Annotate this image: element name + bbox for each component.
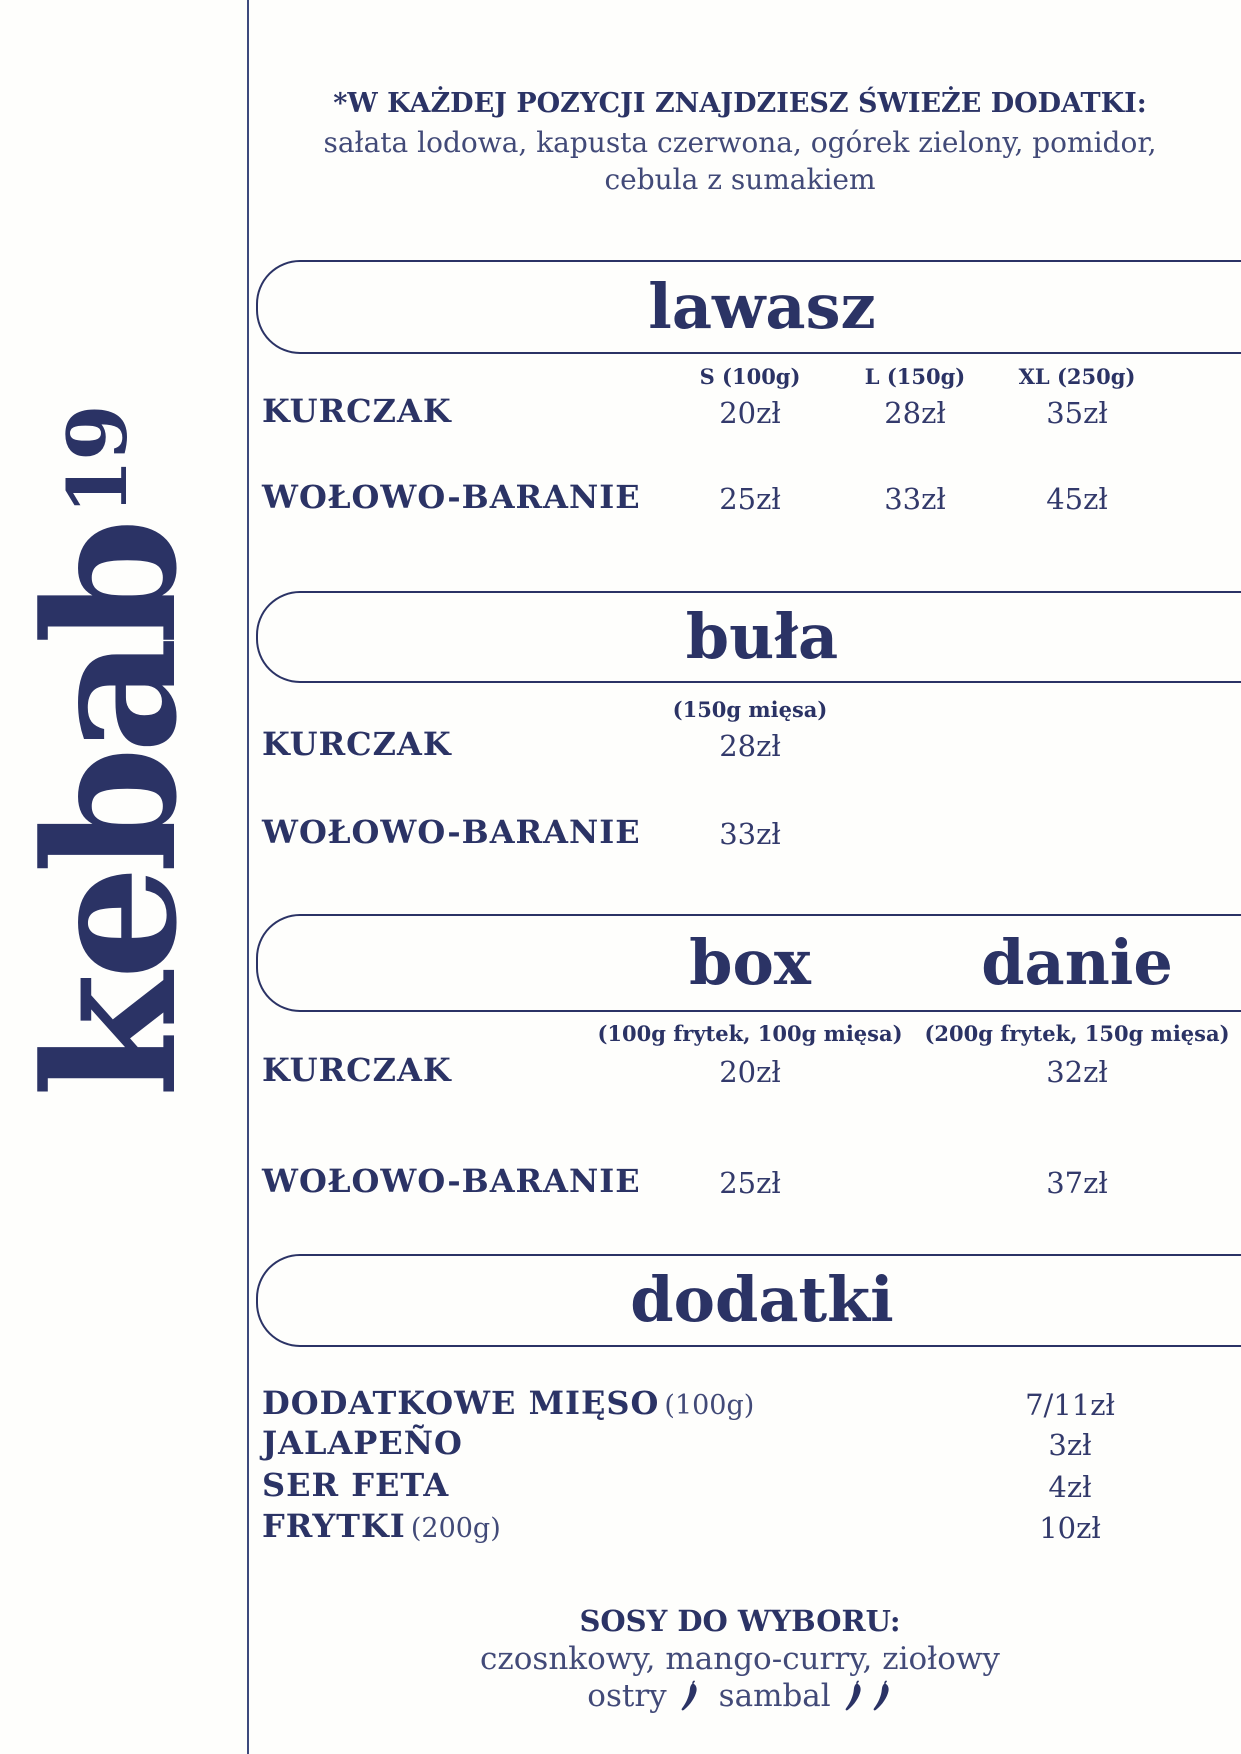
chili-pepper-icon: [841, 1680, 865, 1712]
boxdanie-row-label: WOŁOWO-BARANIE: [262, 1162, 641, 1200]
sosy-sambal-label: sambal: [718, 1678, 831, 1714]
dodatki-item: [262, 1466, 449, 1504]
lawasz-col-xl: XL (250g): [1018, 364, 1136, 389]
boxdanie-price: 32zł: [1046, 1055, 1108, 1089]
dodatki-item-price: 4zł: [1048, 1470, 1092, 1504]
sosy-ostry-label: ostry: [587, 1678, 667, 1714]
chili-pepper-icon: [869, 1680, 893, 1712]
box-portion: (100g frytek, 100g mięsa): [597, 1021, 903, 1046]
boxdanie-price: 37zł: [1046, 1166, 1108, 1200]
dodatki-item-label: JALAPEÑO: [262, 1424, 463, 1462]
dodatki-item: [262, 1424, 463, 1462]
brand-word: kebab: [6, 525, 217, 1098]
lawasz-price: 28zł: [884, 396, 946, 430]
brand-number: 19: [51, 406, 146, 516]
bula-row-label: WOŁOWO-BARANIE: [262, 813, 641, 851]
lawasz-row-label: WOŁOWO-BARANIE: [262, 478, 641, 516]
bula-portion: (150g mięsa): [672, 697, 828, 722]
section-title-bula: buła: [685, 600, 839, 673]
dodatki-item: [262, 1384, 754, 1422]
dodatki-item-label: SER FETA: [262, 1466, 450, 1504]
dodatki-item-price: 7/11zł: [1025, 1388, 1115, 1422]
section-title-danie: danie: [981, 926, 1173, 999]
note-title: *W KAŻDEJ POZYCJI ZNAJDZIESZ ŚWIEŻE DODATKI:: [333, 88, 1147, 119]
dodatki-item-price: 10zł: [1039, 1511, 1101, 1545]
sosy-line: czosnkowy, mango-curry, ziołowy: [480, 1641, 1000, 1677]
dodatki-item: [262, 1507, 501, 1545]
dodatki-item-label: FRYTKI: [262, 1507, 406, 1545]
lawasz-row-label: KURCZAK: [262, 392, 452, 430]
section-title-dodatki: dodatki: [630, 1263, 894, 1336]
brand-logo: [6, 406, 217, 1098]
section-title-box: box: [689, 926, 811, 999]
lawasz-price: 33zł: [884, 482, 946, 516]
lawasz-price: 20zł: [719, 396, 781, 430]
bula-price: 33zł: [719, 817, 781, 851]
lawasz-col-s: S (100g): [699, 364, 801, 389]
boxdanie-price: 25zł: [719, 1166, 781, 1200]
chili-pepper-icon: [677, 1680, 701, 1712]
bula-row-label: KURCZAK: [262, 725, 452, 763]
bula-price: 28zł: [719, 729, 781, 763]
boxdanie-row-label: KURCZAK: [262, 1051, 452, 1089]
boxdanie-price: 20zł: [719, 1055, 781, 1089]
dodatki-item-label: DODATKOWE MIĘSO: [262, 1384, 660, 1422]
lawasz-price: 45zł: [1046, 482, 1108, 516]
note-line-2: cebula z sumakiem: [604, 163, 876, 196]
sosy-title: SOSY DO WYBORU:: [579, 1604, 901, 1638]
dodatki-item-price: 3zł: [1048, 1428, 1092, 1462]
section-title-lawasz: lawasz: [648, 270, 876, 343]
lawasz-price: 25zł: [719, 482, 781, 516]
vertical-divider: [247, 0, 249, 1754]
sosy-hot-row: [587, 1678, 892, 1714]
danie-portion: (200g frytek, 150g mięsa): [924, 1021, 1230, 1046]
lawasz-price: 35zł: [1046, 396, 1108, 430]
lawasz-col-l: L (150g): [864, 364, 966, 389]
note-line-1: sałata lodowa, kapusta czerwona, ogórek zielony, pomidor,: [323, 126, 1157, 159]
dodatki-item-note: (100g): [664, 1390, 755, 1421]
dodatki-item-note: (200g): [410, 1513, 501, 1544]
